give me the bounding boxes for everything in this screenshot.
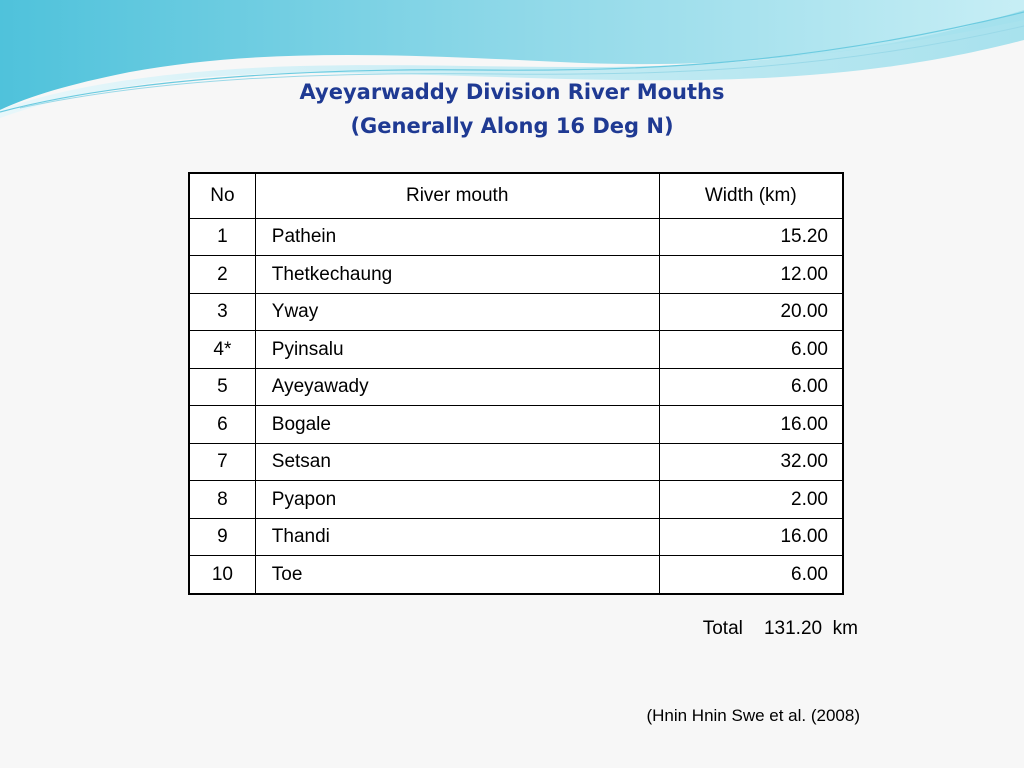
cell-width: 6.00: [659, 331, 843, 368]
cell-width: 16.00: [659, 406, 843, 443]
table-row: [189, 556, 843, 594]
total-value: 131.20: [763, 618, 823, 639]
cell-river-mouth: Yway: [255, 293, 659, 330]
cell-width: 6.00: [659, 556, 843, 594]
cell-no: 5: [189, 368, 255, 405]
cell-width: 16.00: [659, 518, 843, 555]
cell-no: 9: [189, 518, 255, 555]
cell-river-mouth: Pyapon: [255, 481, 659, 518]
header-width: Width (km): [659, 173, 843, 219]
table-row: [189, 219, 843, 256]
cell-no: 2: [189, 256, 255, 293]
cell-river-mouth: Toe: [255, 556, 659, 594]
cell-river-mouth: Thetkechaung: [255, 256, 659, 293]
cell-no: 4*: [189, 331, 255, 368]
header-no: No: [189, 173, 255, 219]
table-row: [189, 256, 843, 293]
cell-width: 6.00: [659, 368, 843, 405]
citation: (Hnin Hnin Swe et al. (2008): [646, 706, 860, 725]
table-row: [189, 481, 843, 518]
cell-width: 32.00: [659, 443, 843, 480]
table-row: [189, 368, 843, 405]
slide-title-line2: (Generally Along 16 Deg N): [350, 114, 674, 138]
cell-river-mouth: Thandi: [255, 518, 659, 555]
total-summary: [703, 618, 858, 640]
cell-width: 2.00: [659, 481, 843, 518]
cell-river-mouth: Pathein: [255, 219, 659, 256]
cell-river-mouth: Setsan: [255, 443, 659, 480]
cell-no: 3: [189, 293, 255, 330]
cell-no: 10: [189, 556, 255, 594]
header-river-mouth: River mouth: [255, 173, 659, 219]
cell-no: 6: [189, 406, 255, 443]
table-row: [189, 406, 843, 443]
cell-width: 15.20: [659, 219, 843, 256]
cell-river-mouth: Pyinsalu: [255, 331, 659, 368]
table-row: [189, 443, 843, 480]
cell-river-mouth: Bogale: [255, 406, 659, 443]
table-row: [189, 518, 843, 555]
table-row: [189, 293, 843, 330]
cell-width: 20.00: [659, 293, 843, 330]
cell-no: 1: [189, 219, 255, 256]
cell-no: 7: [189, 443, 255, 480]
table-header-row: [189, 173, 843, 219]
cell-width: 12.00: [659, 256, 843, 293]
cell-no: 8: [189, 481, 255, 518]
cell-river-mouth: Ayeyawady: [255, 368, 659, 405]
river-mouth-table: [188, 172, 844, 595]
slide-title-line1: Ayeyarwaddy Division River Mouths: [299, 80, 725, 104]
table-row: [189, 331, 843, 368]
total-label: Total: [702, 618, 743, 639]
total-unit: km: [832, 618, 858, 639]
